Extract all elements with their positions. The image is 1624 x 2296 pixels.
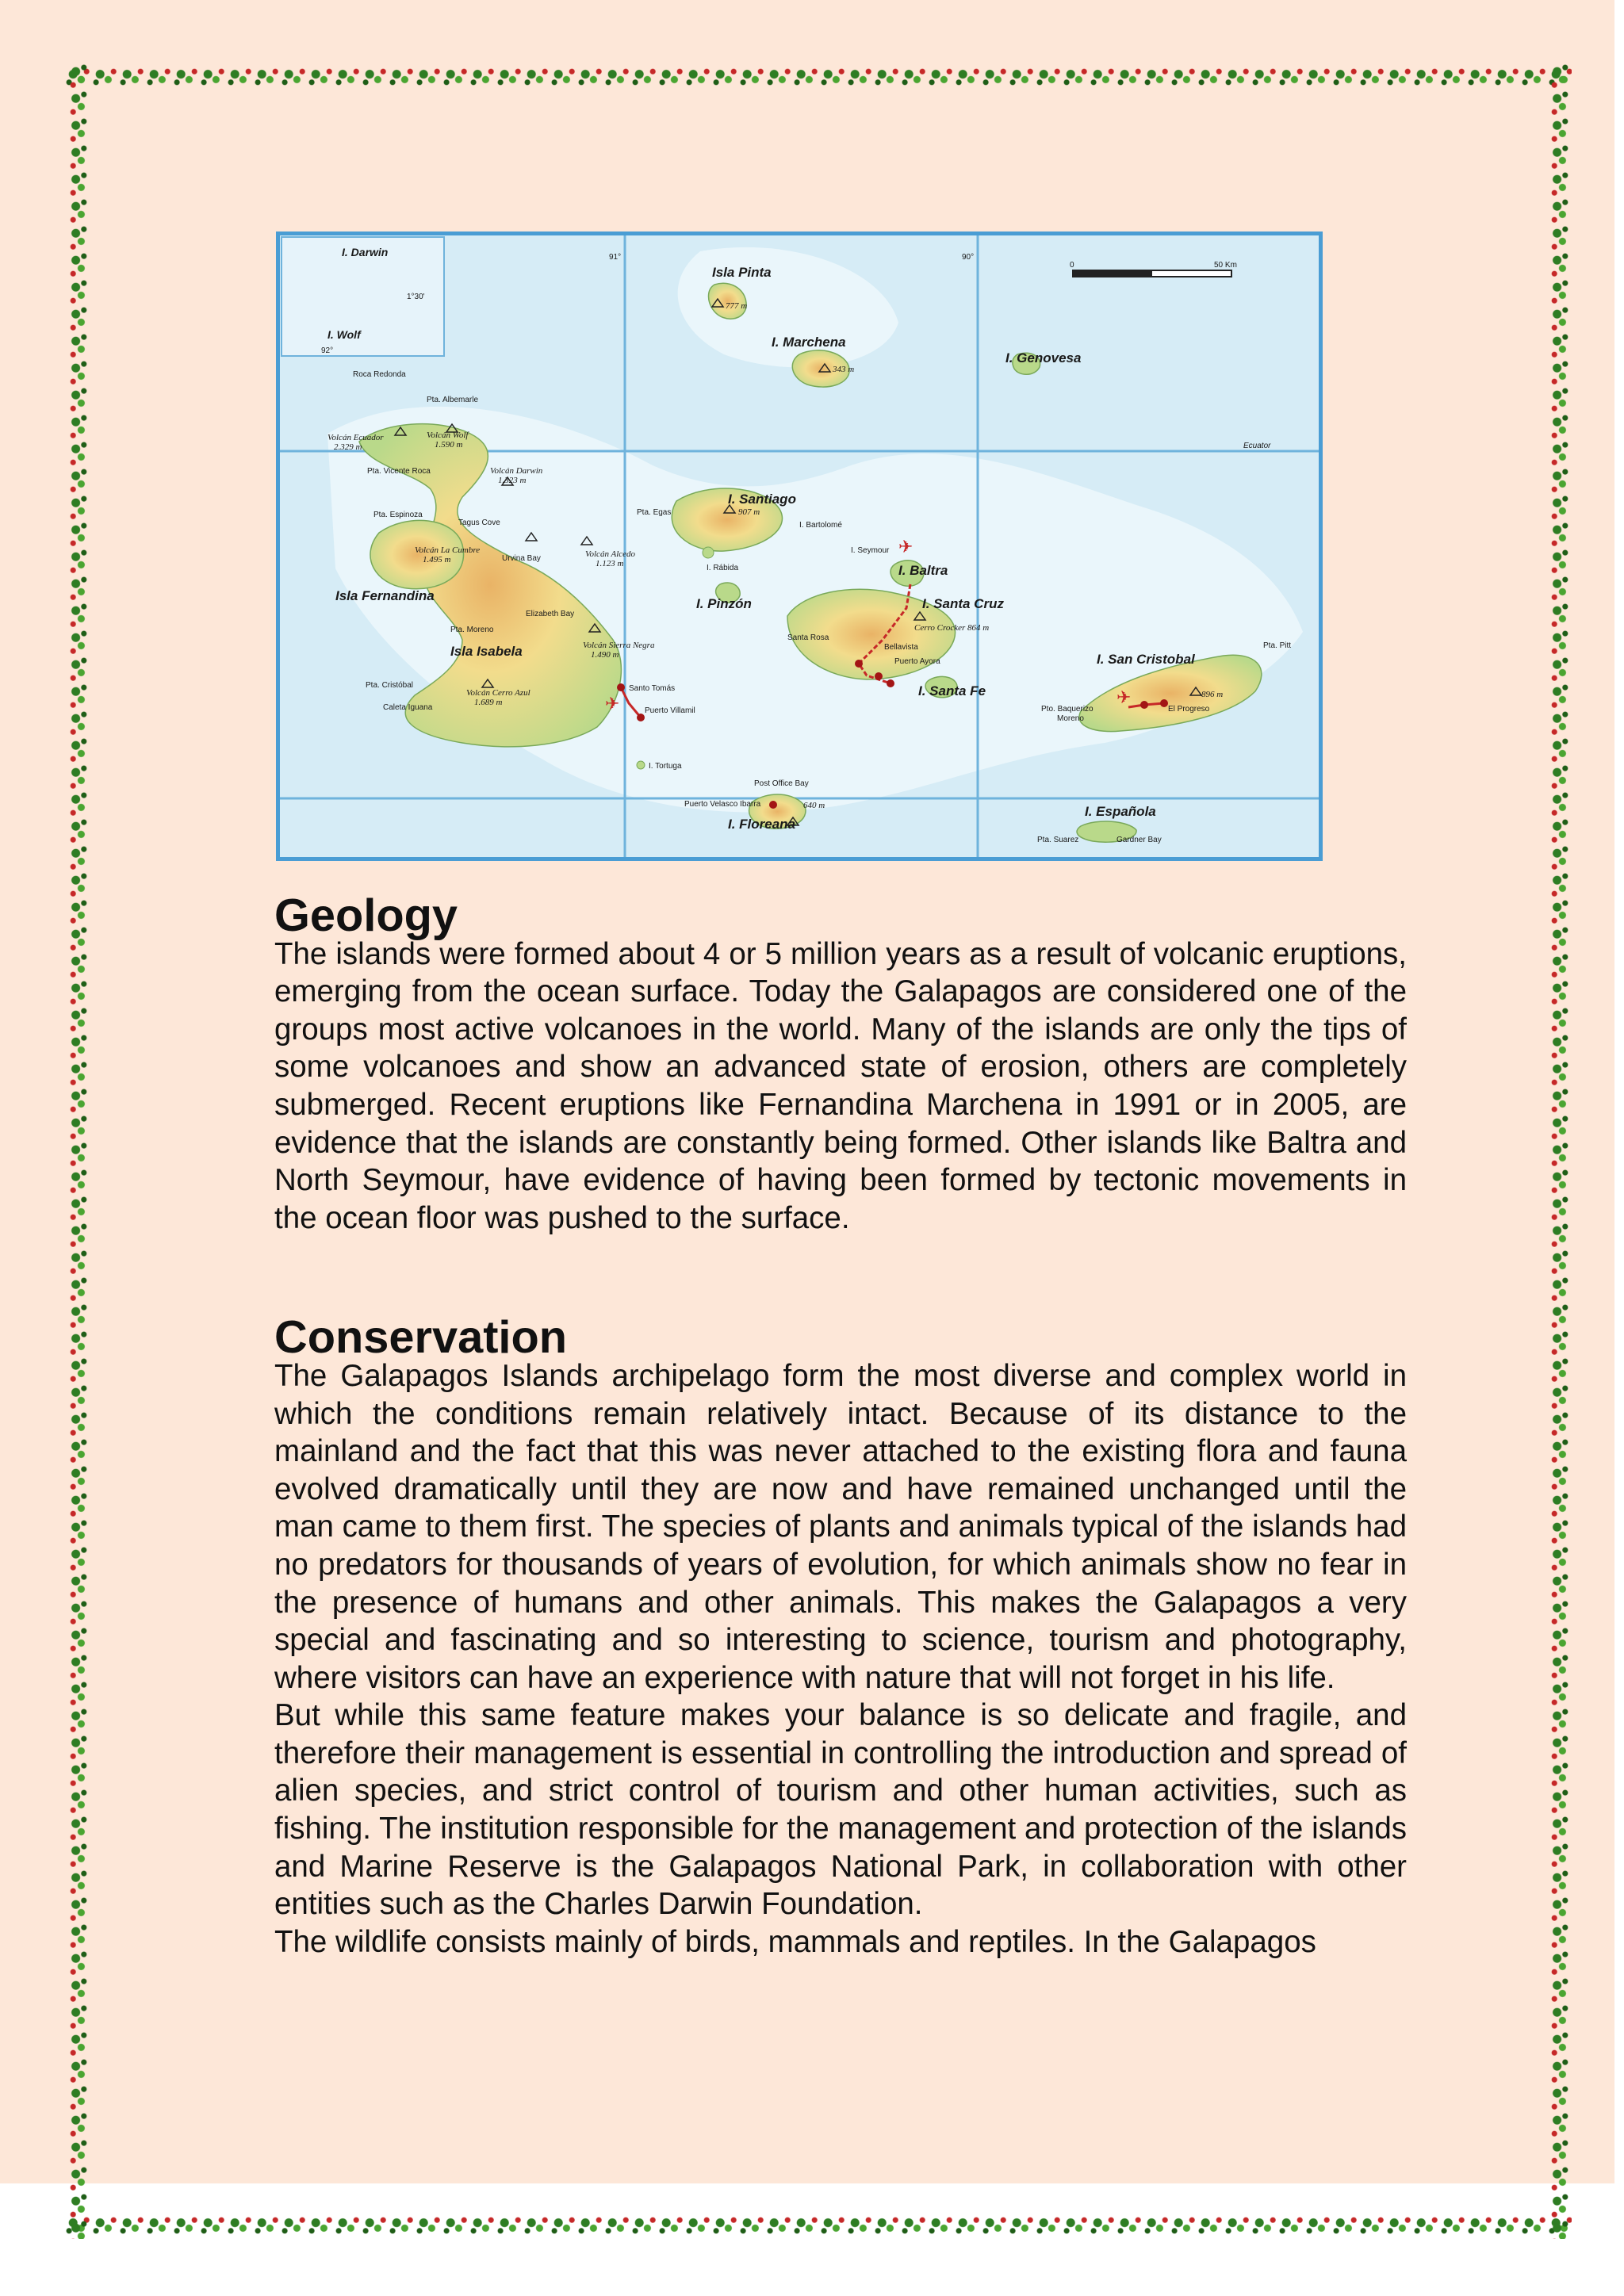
svg-text:Elizabeth Bay: Elizabeth Bay <box>526 610 575 618</box>
holly-border-top <box>65 63 1572 90</box>
svg-text:1.590 m: 1.590 m <box>435 440 463 450</box>
svg-text:777 m: 777 m <box>726 301 748 311</box>
island-rabida <box>703 547 714 558</box>
svg-text:Pta. Suarez: Pta. Suarez <box>1037 836 1079 844</box>
section-conservation <box>274 1312 1407 1961</box>
svg-text:Caleta Iguana: Caleta Iguana <box>383 703 433 712</box>
section-geology <box>274 890 1407 1237</box>
svg-text:Moreno: Moreno <box>1057 714 1084 723</box>
section-heading-geology: Geology <box>274 890 458 941</box>
svg-text:I. Rábida: I. Rábida <box>707 564 739 572</box>
svg-text:I. Darwin: I. Darwin <box>342 246 389 258</box>
svg-text:Urvina Bay: Urvina Bay <box>502 554 541 563</box>
svg-text:Puerto Villamil: Puerto Villamil <box>645 706 695 715</box>
svg-text:Puerto Velasco Ibarra: Puerto Velasco Ibarra <box>684 800 761 809</box>
airport-isabela-icon: ✈ <box>605 695 620 714</box>
svg-text:90°: 90° <box>962 253 975 262</box>
document-body <box>274 890 1407 1961</box>
svg-text:I. Santiago: I. Santiago <box>728 492 796 507</box>
svg-text:907 m: 907 m <box>738 507 760 517</box>
svg-text:343 m: 343 m <box>833 365 855 374</box>
section-heading-conservation: Conservation <box>274 1312 568 1364</box>
svg-text:I. Santa Fe: I. Santa Fe <box>918 683 986 698</box>
svg-text:0: 0 <box>1070 261 1074 270</box>
svg-text:1°30': 1°30' <box>407 293 425 301</box>
airport-san-cristobal-icon: ✈ <box>1116 688 1132 708</box>
holly-border-right <box>1546 63 1573 2239</box>
svg-text:1.123 m: 1.123 m <box>596 559 624 568</box>
svg-text:I. Wolf: I. Wolf <box>327 328 361 341</box>
svg-text:I. Tortuga: I. Tortuga <box>649 762 682 771</box>
svg-text:I. San Cristobal: I. San Cristobal <box>1097 652 1195 667</box>
svg-text:Roca Redonda: Roca Redonda <box>353 370 406 379</box>
svg-text:Pta. Vicente Roca: Pta. Vicente Roca <box>367 467 431 476</box>
svg-text:1.323 m: 1.323 m <box>498 476 527 485</box>
svg-text:I. Bartolomé: I. Bartolomé <box>799 521 842 530</box>
svg-text:Pta. Albemarle: Pta. Albemarle <box>427 396 479 404</box>
svg-text:Volcán Cerro Azul: Volcán Cerro Azul <box>466 688 530 698</box>
svg-text:Isla Fernandina: Isla Fernandina <box>335 588 435 603</box>
svg-text:50 Km: 50 Km <box>1214 261 1237 270</box>
svg-text:Volcán Alcedo: Volcán Alcedo <box>585 549 636 559</box>
svg-text:1.490 m: 1.490 m <box>591 650 619 660</box>
svg-text:Isla Isabela: Isla Isabela <box>450 644 523 659</box>
holly-border-left <box>65 63 92 2239</box>
svg-text:896 m: 896 m <box>1201 690 1224 699</box>
svg-text:I. Seymour: I. Seymour <box>851 546 890 555</box>
conservation-paragraph-3: The wildlife consists mainly of birds, mammals and reptiles. In the Galapagos <box>274 1924 1316 1959</box>
svg-text:I. Pinzón: I. Pinzón <box>696 596 752 611</box>
svg-text:Volcán La Cumbre: Volcán La Cumbre <box>415 545 481 555</box>
svg-text:I. Española: I. Española <box>1085 804 1156 819</box>
svg-text:Isla Pinta: Isla Pinta <box>712 265 772 280</box>
svg-text:Volcán Sierra Negra: Volcán Sierra Negra <box>583 641 655 650</box>
svg-text:Pta. Espinoza: Pta. Espinoza <box>373 511 423 519</box>
svg-text:Pta. Moreno: Pta. Moreno <box>450 626 494 634</box>
svg-text:Ecuator: Ecuator <box>1243 442 1271 450</box>
svg-text:Santa Rosa: Santa Rosa <box>787 633 829 642</box>
svg-text:Pta. Cristóbal: Pta. Cristóbal <box>366 681 414 690</box>
svg-text:Pto. Baquerizo: Pto. Baquerizo <box>1041 705 1094 714</box>
svg-text:Cerro Crocker 864 m: Cerro Crocker 864 m <box>914 623 990 633</box>
svg-text:I. Santa Cruz: I. Santa Cruz <box>922 596 1004 611</box>
svg-text:Volcán Ecuador: Volcán Ecuador <box>327 433 384 442</box>
svg-text:I. Baltra: I. Baltra <box>898 563 948 578</box>
conservation-paragraph-2: But while this same feature makes your balance is so delicate and fragile, and therefore their management is essential in controlling the introduction and spread of alien species, and strict control of tourism and other human activities, such as fishing. The institution responsible for the management and protection of the islands and Marine Reserve is the Galapagos National Park, in collaboration with other entities such as the Charles Darwin Foundation. <box>274 1698 1407 1922</box>
svg-text:El Progreso: El Progreso <box>1168 705 1210 714</box>
svg-text:Puerto Ayora: Puerto Ayora <box>894 657 940 666</box>
svg-text:91°: 91° <box>609 253 622 262</box>
svg-text:Tagus Cove: Tagus Cove <box>458 519 500 527</box>
conservation-paragraph-1: The Galapagos Islands archipelago form the most diverse and complex world in which the conditions remain relatively intact. Because of its distance to the mainland and the fact that this was never attached to the existing flora and fauna evolved dramatically until they are now and have remained unchanged until the man came to them first. The species of plants and animals typical of the islands had no predators for thousands of years of evolution, for which animals show no fear in the presence of humans and other animals. This makes the Galapagos a very special and fascinating and so interesting to science, tourism and photography, where visitors can have an experience with nature that will not forget in his life. <box>274 1358 1407 1695</box>
svg-text:92°: 92° <box>321 346 334 355</box>
svg-text:Volcán Wolf: Volcán Wolf <box>427 430 469 440</box>
svg-text:1.495 m: 1.495 m <box>423 555 451 564</box>
svg-text:Santo Tomás: Santo Tomás <box>629 684 676 693</box>
svg-text:640 m: 640 m <box>803 801 825 810</box>
geology-paragraph: The islands were formed about 4 or 5 million years as a result of volcanic eruptions, emerging from the ocean surface. Today the Galapagos are considered one of the groups most active volcanoes in the world. Many of the islands are only the tips of some volcanoes and show an advanced state of erosion, others are completely submerged. Recent eruptions like Fernandina Marchena in 1991 or in 2005, are evidence that the islands are constantly being formed. Other islands like Baltra and North Seymour, have evidence of having been formed by tectonic movements in the ocean floor was pushed to the surface. <box>274 936 1407 1235</box>
island-tortuga <box>637 761 645 769</box>
map-svg <box>280 235 1319 857</box>
galapagos-map <box>276 232 1323 861</box>
svg-text:Gardner Bay: Gardner Bay <box>1116 836 1162 844</box>
svg-text:Bellavista: Bellavista <box>884 643 918 652</box>
svg-text:I. Marchena: I. Marchena <box>772 335 846 350</box>
svg-text:2.329 m: 2.329 m <box>334 442 362 452</box>
holly-border-bottom <box>65 2212 1572 2239</box>
svg-text:Pta. Pitt: Pta. Pitt <box>1263 641 1292 650</box>
svg-text:I. Genovesa: I. Genovesa <box>1005 350 1082 365</box>
svg-text:Post Office Bay: Post Office Bay <box>754 779 809 788</box>
svg-text:I. Floreana: I. Floreana <box>728 817 796 832</box>
svg-text:Pta. Egas: Pta. Egas <box>637 508 672 517</box>
svg-text:Volcán Darwin: Volcán Darwin <box>490 466 543 476</box>
airport-baltra-icon: ✈ <box>898 538 914 557</box>
svg-text:1.689 m: 1.689 m <box>474 698 503 707</box>
